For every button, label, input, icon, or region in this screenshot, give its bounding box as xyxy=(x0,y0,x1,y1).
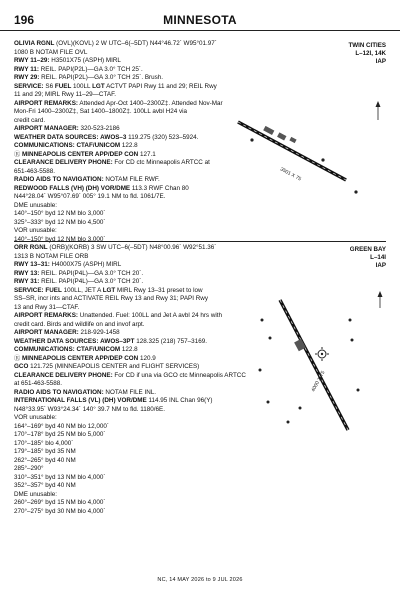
olivia-text-segment: CLEARANCE DELIVERY PHONE: xyxy=(14,159,113,166)
orr-line xyxy=(14,380,62,388)
olivia-text-segment: 320-523-2186 xyxy=(78,125,120,132)
olivia-text-segment: For CD ctc Minneapolis ARTCC at xyxy=(112,159,210,166)
orr-line xyxy=(14,474,106,482)
orr-line xyxy=(14,304,79,312)
olivia-text-segment: FUEL xyxy=(54,82,72,90)
olivia-text-segment: REDWOOD FALLS (VH) (DH) VOR/DME xyxy=(14,184,131,192)
orr-text-segment: RWY 13: xyxy=(14,269,40,277)
olivia-text-segment: Mon-Fri 1400–2300Z‡, Sat 1400–1800Z‡. 100LL avbl H24 via xyxy=(14,108,188,115)
olivia-line xyxy=(14,159,210,167)
page-number: 196 xyxy=(14,13,35,27)
olivia-text-segment: H3501X75 (ASPH) MIRL xyxy=(49,57,121,64)
orr-text-segment: MINNEAPOLIS CENTER APP/DEP CON xyxy=(22,354,139,362)
orr-line xyxy=(14,253,88,261)
olivia-line xyxy=(14,202,57,210)
olivia-line xyxy=(14,91,116,99)
orr-text-segment: 13 and Rwy 31—CTAF. xyxy=(14,303,80,311)
olivia-text-segment: 113.3 RWF Chan 80 xyxy=(130,184,189,192)
orr-text-segment: For CD if una via GCO ctc Minneapolis ARTCC xyxy=(112,371,246,379)
orr-text-segment: 100LL, JET A xyxy=(61,286,103,294)
olivia-line xyxy=(14,219,106,227)
orr-text-segment: WEATHER DATA SOURCES: xyxy=(14,337,99,345)
olivia-text-segment: NOTAM FILE RWF. xyxy=(103,176,160,183)
olivia-line xyxy=(14,151,156,159)
orr-text-segment: NOTAM FILE INL. xyxy=(103,388,157,396)
olivia-line xyxy=(14,74,163,82)
orr-line xyxy=(14,338,207,346)
orr-text-segment: COMMUNICATIONS: xyxy=(14,346,75,353)
orr-text-segment: H4000X75 (ASPH) MIRL xyxy=(49,261,122,268)
orr-runway-label: 4000 X 75 xyxy=(310,369,327,393)
orr-line xyxy=(14,287,203,295)
olivia-text-segment: RWY 11: xyxy=(14,65,39,73)
olivia-text-segment: SERVICE: xyxy=(14,82,44,90)
orr-text-segment: REIL. PAPI(P4L)—GA 3.0° TCH 20´. xyxy=(39,278,144,285)
olivia-line xyxy=(14,193,165,201)
orr-line xyxy=(14,465,44,473)
orr-text-segment: N48°33.95´ W93°24.34´ 140° 39.7 NM to fld. 1180/6E. xyxy=(14,405,165,413)
olivia-text-segment: S6 xyxy=(43,82,55,90)
orr-text-segment: SERVICE: xyxy=(14,286,44,294)
orr-line xyxy=(14,499,106,507)
orr-line xyxy=(14,508,106,516)
olivia-text-segment: LGT xyxy=(92,82,105,90)
olivia-text-segment: credit card. xyxy=(14,116,46,124)
olivia-chart-refs xyxy=(349,42,386,66)
olivia-line xyxy=(14,66,143,74)
olivia-text-segment: OLIVIA RGNL xyxy=(14,40,55,47)
orr-line xyxy=(14,355,156,363)
olivia-line xyxy=(14,40,217,48)
olivia-center-name: TWIN CITIES xyxy=(348,42,386,49)
orr-text-segment: MIRL Rwy 13–31 preset to low xyxy=(115,286,203,294)
orr-text-segment: 120.9 xyxy=(138,354,156,362)
olivia-text-segment: N44°28.04´ W95°07.69´ 005° 19.1 NM to fld. 1061/7E. xyxy=(14,193,166,200)
olivia-text-segment: 11 and 29; MIRL Rwy 11–29—CTAF. xyxy=(14,91,116,98)
page-footer: NC, 14 MAY 2026 to 9 JUL 2026 xyxy=(157,577,243,583)
olivia-text-segment: REIL. PAPI(P2L)—GA 3.0° TCH 25´. xyxy=(38,65,143,73)
orr-line xyxy=(14,363,199,371)
orr-text-segment: 114.95 INL Chan 96(Y) xyxy=(146,397,213,404)
orr-line xyxy=(14,423,109,431)
orr-text-segment: Unattended. Fuel: 100LL and Jet A avbl 24 hrs with xyxy=(78,312,223,319)
olivia-text-segment: WEATHER DATA SOURCES: xyxy=(14,133,99,141)
orr-text-segment: 128.325 (218) 757–3169. xyxy=(134,337,207,345)
orr-text-segment: 310°–351° byd 13 NM blo 4,000´ xyxy=(14,473,106,481)
orr-text-segment: RWY 31: xyxy=(14,278,40,285)
olivia-text-segment: 100LL xyxy=(71,82,93,90)
olivia-line xyxy=(14,185,189,193)
orr-text-segment: 170°–185° blo 4,000´ xyxy=(14,439,74,447)
orr-text-segment: 270°–275° byd 30 NM blo 4,000´ xyxy=(14,507,106,515)
olivia-line xyxy=(14,125,120,133)
olivia-runway-label: 3501 X 75 xyxy=(279,166,303,183)
orr-text-segment: DME unusable: xyxy=(14,490,58,498)
orr-line xyxy=(14,278,143,286)
orr-text-segment: 164°–169° byd 40 NM blo 12,000´ xyxy=(14,422,110,430)
olivia-text-segment: (OVL)(KOVL) 2 W UTC–6(–5DT) N44°46.72´ W95°01.97´ xyxy=(54,40,217,47)
orr-text-segment: credit card. Birds and wildlife on and invof arpt. xyxy=(14,320,145,328)
olivia-airport-diagram xyxy=(228,100,388,210)
olivia-text-segment: Attended Apr-Oct 1400–2300Z‡. Attended Nov-Mar xyxy=(78,99,223,107)
orr-line xyxy=(14,406,165,414)
olivia-text-segment: REIL. PAPI(P2L)—GA 3.0° TCH 25´. Brush. xyxy=(39,74,164,81)
olivia-text-segment: 325°–333° byd 12 NM blo 4,500´ xyxy=(14,218,106,226)
orr-line xyxy=(14,295,208,303)
orr-text-segment: VOR unusable: xyxy=(14,414,57,421)
orr-text-segment: 179°–185° byd 35 NM xyxy=(14,448,76,455)
orr-line xyxy=(14,321,145,329)
olivia-text-segment: 651-463-5588. xyxy=(14,167,55,175)
olivia-line xyxy=(14,49,87,57)
orr-enroute-charts: L–14I xyxy=(370,254,386,261)
olivia-text-segment: 140°–150° byd 12 NM blo 3,000´ xyxy=(14,210,106,217)
olivia-text-segment: DME unusable: xyxy=(14,201,58,209)
olivia-line xyxy=(14,236,106,244)
olivia-iap: IAP xyxy=(375,58,386,65)
olivia-text-segment: VOR unusable: xyxy=(14,227,57,234)
olivia-line xyxy=(14,108,187,116)
orr-line xyxy=(14,270,143,278)
olivia-text-segment: RWY 29: xyxy=(14,74,40,81)
orr-line xyxy=(14,414,57,422)
orr-line xyxy=(14,372,246,380)
orr-text-segment: SS–SR, incr ints and ACTIVATE REIL Rwy 13 and Rwy 31; PAPI Rwy xyxy=(14,295,208,302)
orr-text-segment: RADIO AIDS TO NAVIGATION: xyxy=(14,388,104,396)
olivia-line xyxy=(14,100,223,108)
olivia-line xyxy=(14,227,57,235)
orr-line xyxy=(14,482,76,490)
orr-line xyxy=(14,491,57,499)
olivia-text-segment: AWOS–3 xyxy=(100,133,127,141)
olivia-text-segment: RWY 11–29: xyxy=(14,57,50,64)
orr-text-segment: LGT xyxy=(102,286,116,294)
orr-text-segment: Ⓡ xyxy=(14,354,23,362)
orr-chart-refs xyxy=(350,246,386,270)
entry-separator xyxy=(14,241,386,242)
olivia-text-segment: COMMUNICATIONS: xyxy=(14,142,75,149)
olivia-line xyxy=(14,168,55,176)
state-title: MINNESOTA xyxy=(163,13,237,27)
page-header xyxy=(0,0,400,31)
orr-text-segment: CTAF/UNICOM xyxy=(76,346,121,353)
orr-text-segment: INTERNATIONAL FALLS (VL) (DH) VOR/DME xyxy=(14,397,147,404)
orr-text-segment: REIL. PAPI(P4L)—GA 3.0° TCH 20´. xyxy=(39,269,144,277)
orr-text-segment: RWY 13–31: xyxy=(14,261,50,268)
orr-text-segment: AIRPORT MANAGER: xyxy=(14,329,79,336)
olivia-line xyxy=(14,142,138,150)
olivia-enroute-charts: L–12I, 14K xyxy=(355,50,386,57)
olivia-text-segment: Ⓡ xyxy=(14,150,23,158)
orr-text-segment: 122.8 xyxy=(120,346,138,353)
olivia-text-segment: MINNEAPOLIS CENTER APP/DEP CON xyxy=(22,150,139,158)
orr-text-segment: 121.725 (MINNEAPOLIS CENTER and FLIGHT SERVICES) xyxy=(28,363,200,370)
orr-text-segment: 352°–357° byd 40 NM xyxy=(14,482,76,489)
olivia-text-segment: CTAF/UNICOM xyxy=(76,142,121,149)
olivia-line xyxy=(14,210,106,218)
orr-text-segment: 1313 B NOTAM FILE ORB xyxy=(14,252,89,260)
orr-line xyxy=(14,346,138,354)
orr-center-name: GREEN BAY xyxy=(349,246,386,253)
orr-line xyxy=(14,448,76,456)
orr-text-segment: GCO xyxy=(14,363,29,370)
olivia-text-segment: 119.275 (320) 523–5924. xyxy=(126,133,199,141)
orr-line xyxy=(14,261,121,269)
orr-text-segment: 170°–178° byd 25 NM blo 5,000´ xyxy=(14,431,106,438)
olivia-line xyxy=(14,134,198,142)
olivia-text-segment: RADIO AIDS TO NAVIGATION: xyxy=(14,176,104,183)
orr-text-segment: CLEARANCE DELIVERY PHONE: xyxy=(14,371,113,379)
orr-text-segment: (ORB)(KORB) 3 SW UTC–6(–5DT) N48°00.96´ W92°51.36´ xyxy=(47,244,217,251)
orr-iap: IAP xyxy=(375,262,386,269)
olivia-line xyxy=(14,176,160,184)
orr-text-segment: AWOS–3PT xyxy=(100,337,135,345)
orr-line xyxy=(14,431,106,439)
orr-text-segment: ORR RGNL xyxy=(14,244,48,251)
orr-text-segment: AIRPORT REMARKS: xyxy=(14,312,79,319)
orr-text-segment: 218-929-1458 xyxy=(78,329,120,336)
olivia-text-segment: 127.1 xyxy=(138,150,156,158)
olivia-text-segment: 122.8 xyxy=(120,142,138,149)
orr-line xyxy=(14,397,213,405)
beacon-icon xyxy=(315,347,329,361)
olivia-text-segment: AIRPORT REMARKS: xyxy=(14,99,79,107)
olivia-text-segment: AIRPORT MANAGER: xyxy=(14,125,79,132)
olivia-line xyxy=(14,57,121,65)
orr-line xyxy=(14,244,216,252)
olivia-line xyxy=(14,117,45,125)
orr-text-segment: 260°–269° byd 15 NM blo 4,000´ xyxy=(14,499,106,506)
orr-text-segment: 285°–290° xyxy=(14,465,44,472)
orr-line xyxy=(14,312,222,320)
orr-airport-diagram xyxy=(240,290,390,440)
orr-line xyxy=(14,457,76,465)
olivia-text-segment: 140°–150° byd 12 NM blo 3,000´ xyxy=(14,235,106,243)
orr-text-segment: FUEL xyxy=(45,286,62,294)
orr-line xyxy=(14,389,156,397)
orr-line xyxy=(14,329,120,337)
olivia-text-segment: 1080 B NOTAM FILE OVL xyxy=(14,48,88,56)
orr-text-segment: 262°–265° byd 40 NM xyxy=(14,456,76,464)
orr-text-segment: at 651-463-5588. xyxy=(14,380,62,387)
orr-line xyxy=(14,440,73,448)
olivia-text-segment: ACTVT PAPI Rwy 11 and 29; REIL Rwy xyxy=(104,82,217,90)
olivia-line xyxy=(14,83,217,91)
